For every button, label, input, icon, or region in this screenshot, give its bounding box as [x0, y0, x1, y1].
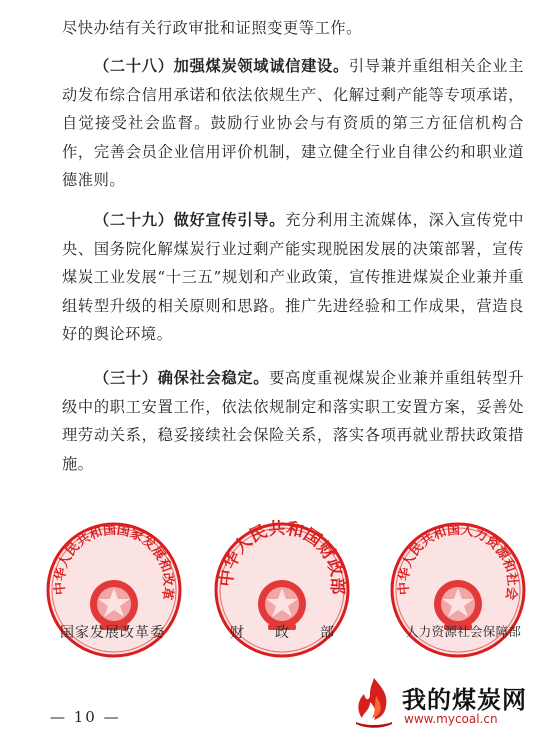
page-number: — 10 — [50, 708, 121, 726]
paragraph-heading: （二十八）加强煤炭领域诚信建设。 [94, 57, 349, 75]
flame-logo-icon [352, 676, 396, 730]
paragraph-30 [62, 364, 524, 478]
watermark [352, 676, 552, 730]
org-label-mohrss: 人力资源社会保障部 [406, 624, 522, 639]
paragraph-29 [62, 206, 524, 349]
seal-text: 中华人民共和国人力资源和社会 [396, 522, 520, 601]
watermark-url: www.mycoal.cn [404, 712, 498, 726]
paragraph-heading: （三十）确保社会稳定。 [94, 369, 270, 387]
paragraph-heading: （二十九）做好宣传引导。 [94, 211, 286, 229]
paragraph-28 [62, 52, 524, 195]
org-label-mof: 财 政 部 [230, 625, 335, 641]
paragraph-text: 充分利用主流媒体，深入宣传党中央、国务院化解煤炭行业过剩产能实现脱困发展的决策部署，宣传煤炭工业发展“十三五”规划和产业政策，宣传推进煤炭企业兼并重组转型升级的相关原则和思路。推广先进经验和工作成果，营造良好的舆论环境。 [62, 211, 525, 344]
paragraph-text: 要高度重视煤炭企业兼并重组转型升级中的职工安置工作，依法依规制定和落实职工安置方案，妥善处理劳动关系，稳妥接续社会保险关系，落实各项再就业帮扶政策措施。 [62, 369, 524, 473]
intro-line: 尽快办结有关行政审批和证照变更等工作。 [62, 19, 362, 37]
org-label-ndrc: 国家发展改革委 [60, 625, 165, 641]
paragraph-text: 引导兼并重组相关企业主动发布综合信用承诺和依法依规生产、化解过剩产能等专项承诺，自觉接受社会监督。鼓励行业协会与有资质的第三方征信机构合作，完善会员企业信用评价机制，建立健全行业自律公约和职业道德准则。 [62, 57, 524, 190]
seal-text: 中华人民共和国财政部 [216, 520, 348, 595]
watermark-title: 我的煤炭网 [402, 686, 527, 714]
body-text [62, 14, 524, 43]
seal-text: 中华人民共和国国家发展和改革 [52, 522, 176, 601]
